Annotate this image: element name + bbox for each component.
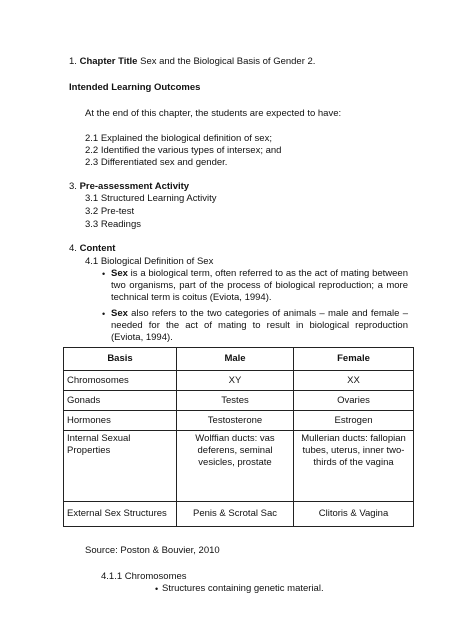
table-cell-female: Ovaries <box>294 391 414 411</box>
sex-categories-paragraph <box>111 308 408 344</box>
table-row <box>64 431 414 502</box>
table-cell-female: XX <box>294 371 414 391</box>
table-cell-basis: Chromosomes <box>64 371 177 391</box>
chapter-number: 1. <box>69 56 77 67</box>
chromosomes-bullet: Structures containing genetic material. <box>162 583 324 594</box>
pre-assessment-item: 3.1 Structured Learning Activity <box>85 193 217 204</box>
header-male: Male <box>177 348 294 371</box>
bullet-symbol: • <box>102 269 106 279</box>
table-header-row <box>64 348 414 371</box>
outcomes-heading: Intended Learning Outcomes <box>69 82 201 93</box>
pre-assessment-heading <box>69 181 189 193</box>
sex-term: Sex <box>111 268 128 279</box>
table-row <box>64 371 414 391</box>
outcome-item: 2.1 Explained the biological definition of sex; <box>85 133 272 144</box>
table-cell-male: Penis & Scrotal Sac <box>177 502 294 527</box>
bullet-symbol: • <box>102 309 106 319</box>
sex-definition-text: is a biological term, often referred to as the act of mating between two organisms, part of the process of biological reproduction; a more technical term is coitus (Eviota, 1994). <box>111 268 408 303</box>
outcomes-intro: At the end of this chapter, the students are expected to have: <box>85 108 342 119</box>
content-subsection: 4.1 Biological Definition of Sex <box>85 256 214 267</box>
sex-term: Sex <box>111 308 128 319</box>
table-cell-basis: External Sex Structures <box>64 502 177 527</box>
pre-assessment-number: 3. <box>69 181 77 192</box>
content-number: 4. <box>69 243 77 254</box>
table-source: Source: Poston & Bouvier, 2010 <box>85 545 220 556</box>
table-cell-male: Testosterone <box>177 411 294 431</box>
chapter-title-text: Sex and the Biological Basis of Gender 2. <box>140 56 316 67</box>
pre-assessment-title: Pre-assessment Activity <box>79 181 190 192</box>
table-row <box>64 391 414 411</box>
table-cell-female: Estrogen <box>294 411 414 431</box>
chapter-title <box>69 56 315 68</box>
table-cell-basis: Hormones <box>64 411 177 431</box>
content-title: Content <box>79 243 116 254</box>
content-heading <box>69 243 115 255</box>
sex-definition-paragraph <box>111 268 408 304</box>
table-cell-female: Clitoris & Vagina <box>294 502 414 527</box>
chromosomes-subsection: 4.1.1 Chromosomes <box>101 571 187 582</box>
table-cell-male: Testes <box>177 391 294 411</box>
table-row <box>64 502 414 527</box>
outcome-item: 2.2 Identified the various types of intersex; and <box>85 145 282 156</box>
chapter-title-label: Chapter Title <box>79 56 138 67</box>
table-cell-female: Mullerian ducts: fallopian tubes, uterus, inner two-thirds of the vagina <box>294 431 414 502</box>
table-cell-basis: Internal Sexual Properties <box>64 431 177 502</box>
header-female: Female <box>294 348 414 371</box>
table-row <box>64 411 414 431</box>
outcome-item: 2.3 Differentiated sex and gender. <box>85 157 228 168</box>
table-cell-basis: Gonads <box>64 391 177 411</box>
header-basis: Basis <box>64 348 177 371</box>
pre-assessment-item: 3.2 Pre-test <box>85 206 135 217</box>
pre-assessment-item: 3.3 Readings <box>85 219 141 230</box>
bullet-symbol: • <box>155 584 159 594</box>
sex-categories-text: also refers to the two categories of animals – male and female – needed for the act of mating to result in biological reproduction (Eviota, 1994). <box>111 308 408 343</box>
table-cell-male: XY <box>177 371 294 391</box>
sex-comparison-table <box>63 347 414 527</box>
table-cell-male: Wolffian ducts: vas deferens, seminal vesicles, prostate <box>177 431 294 502</box>
